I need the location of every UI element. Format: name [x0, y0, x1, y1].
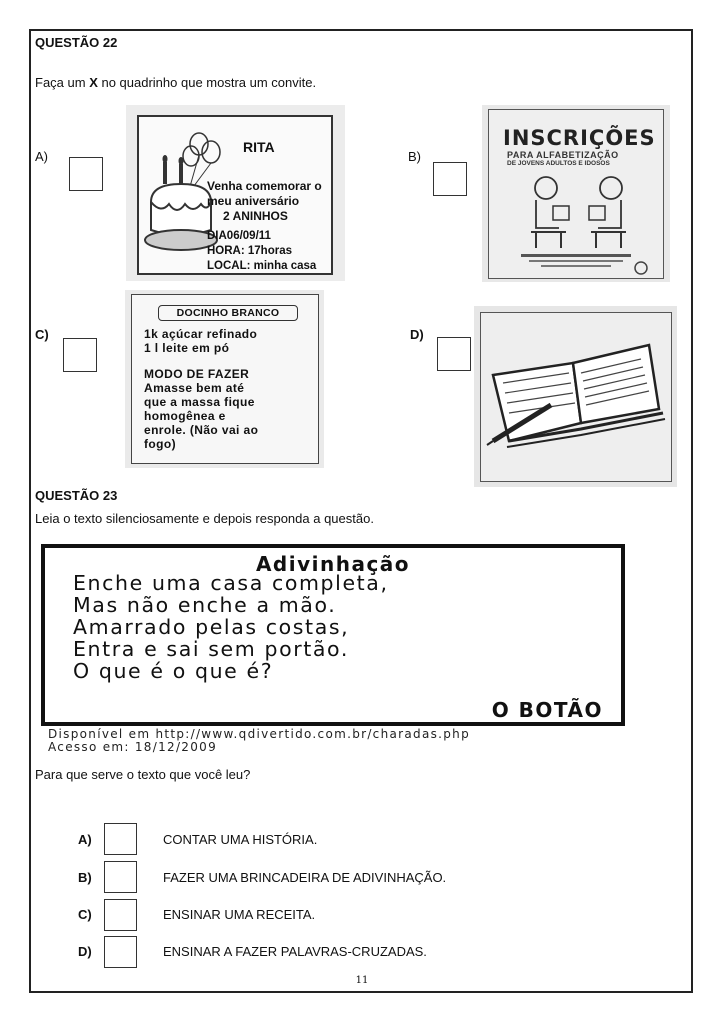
answer-c-text: ENSINAR UMA RECEITA.: [163, 907, 316, 922]
book-card: [480, 312, 672, 482]
invite-name: RITA: [243, 139, 275, 155]
invite-line: 2 ANINHOS: [223, 209, 288, 223]
answer-a-label: A): [78, 832, 92, 847]
riddle-title: Adivinhação: [255, 552, 411, 576]
recipe-text: [144, 327, 319, 451]
invite-image: [126, 105, 345, 281]
option-a-checkbox[interactable]: [69, 157, 103, 191]
answer-a-checkbox[interactable]: [104, 823, 137, 855]
invite-date: DIA06/09/11: [207, 230, 271, 242]
riddle-answer: O BOTÃO: [491, 698, 603, 722]
recipe-spacer: [144, 355, 319, 367]
instruction-bold-x: X: [89, 75, 98, 90]
instruction-text-end: no quadrinho que mostra um convite.: [97, 75, 317, 90]
option-d-label: D): [410, 327, 424, 342]
answer-c-checkbox[interactable]: [104, 899, 137, 931]
recipe-line: Amasse bem até: [144, 381, 245, 395]
question-22-title: QUESTÃO 22: [35, 35, 118, 50]
recipe-line: 1k açúcar refinado: [144, 327, 258, 341]
answer-b-text: FAZER UMA BRINCADEIRA DE ADIVINHAÇÃO.: [163, 870, 447, 885]
riddle-line-1: Enche uma casa completa,: [73, 571, 389, 595]
recipe-line: homogênea e: [144, 409, 226, 423]
option-b-checkbox[interactable]: [433, 162, 467, 196]
option-d-checkbox[interactable]: [437, 337, 471, 371]
recipe-image: [125, 290, 324, 468]
instruction-text: Faça um: [35, 75, 90, 90]
riddle-box: [41, 544, 625, 726]
riddle-line-4: Entra e sai sem portão.: [73, 637, 349, 661]
invite-text: [207, 179, 331, 224]
option-a-label: A): [35, 149, 48, 164]
riddle-line-2: Mas não enche a mão.: [73, 593, 337, 617]
question-23-prompt: Para que serve o texto que você leu?: [35, 767, 251, 782]
poster-card: [488, 109, 664, 279]
option-c-checkbox[interactable]: [63, 338, 97, 372]
question-23-instruction: Leia o texto silenciosamente e depois responda a questão.: [35, 511, 374, 526]
poster-title: INSCRIÇÕES: [503, 126, 656, 150]
recipe-line: que a massa fique: [144, 395, 255, 409]
poster-subtitle-1: PARA ALFABETIZAÇÃO: [507, 150, 619, 160]
question-23-title: QUESTÃO 23: [35, 488, 118, 503]
source-url: Disponível em http://www.qdivertido.com.br/charadas.php: [48, 727, 471, 741]
page-number: 11: [355, 975, 369, 986]
answer-d-label: D): [78, 944, 92, 959]
poster-image: [482, 105, 670, 282]
poster-subtitle-2: DE JOVENS ADULTOS E IDOSOS: [507, 160, 610, 167]
answer-a-text: CONTAR UMA HISTÓRIA.: [163, 832, 318, 847]
reading-people-icon: [491, 168, 661, 278]
source-access-date: Acesso em: 18/12/2009: [48, 740, 218, 754]
option-c-label: C): [35, 327, 49, 342]
option-b-label: B): [408, 149, 421, 164]
invite-details: [207, 229, 335, 274]
invite-card: [137, 115, 333, 275]
recipe-line: 1 l leite em pó: [144, 341, 230, 355]
recipe-title: DOCINHO BRANCO: [158, 305, 298, 321]
answer-b-label: B): [78, 870, 92, 885]
invite-line: Venha comemorar o: [207, 179, 322, 193]
invite-location: LOCAL: minha casa: [207, 260, 317, 272]
recipe-card: [131, 294, 319, 464]
recipe-line: MODO DE FAZER: [144, 367, 250, 381]
recipe-line: enrole. (Não vai ao: [144, 423, 259, 437]
invite-time: HORA: 17horas: [207, 245, 292, 257]
recipe-line: fogo): [144, 437, 176, 451]
answer-d-text: ENSINAR A FAZER PALAVRAS-CRUZADAS.: [163, 944, 427, 959]
open-book-icon: [481, 313, 671, 478]
answer-b-checkbox[interactable]: [104, 861, 137, 893]
answer-c-label: C): [78, 907, 92, 922]
question-22-instruction: [35, 75, 316, 90]
invite-line: meu aniversário: [207, 194, 300, 208]
answer-d-checkbox[interactable]: [104, 936, 137, 968]
riddle-line-3: Amarrado pelas costas,: [73, 615, 350, 639]
book-image: [474, 306, 677, 487]
riddle-line-5: O que é o que é?: [73, 659, 274, 683]
